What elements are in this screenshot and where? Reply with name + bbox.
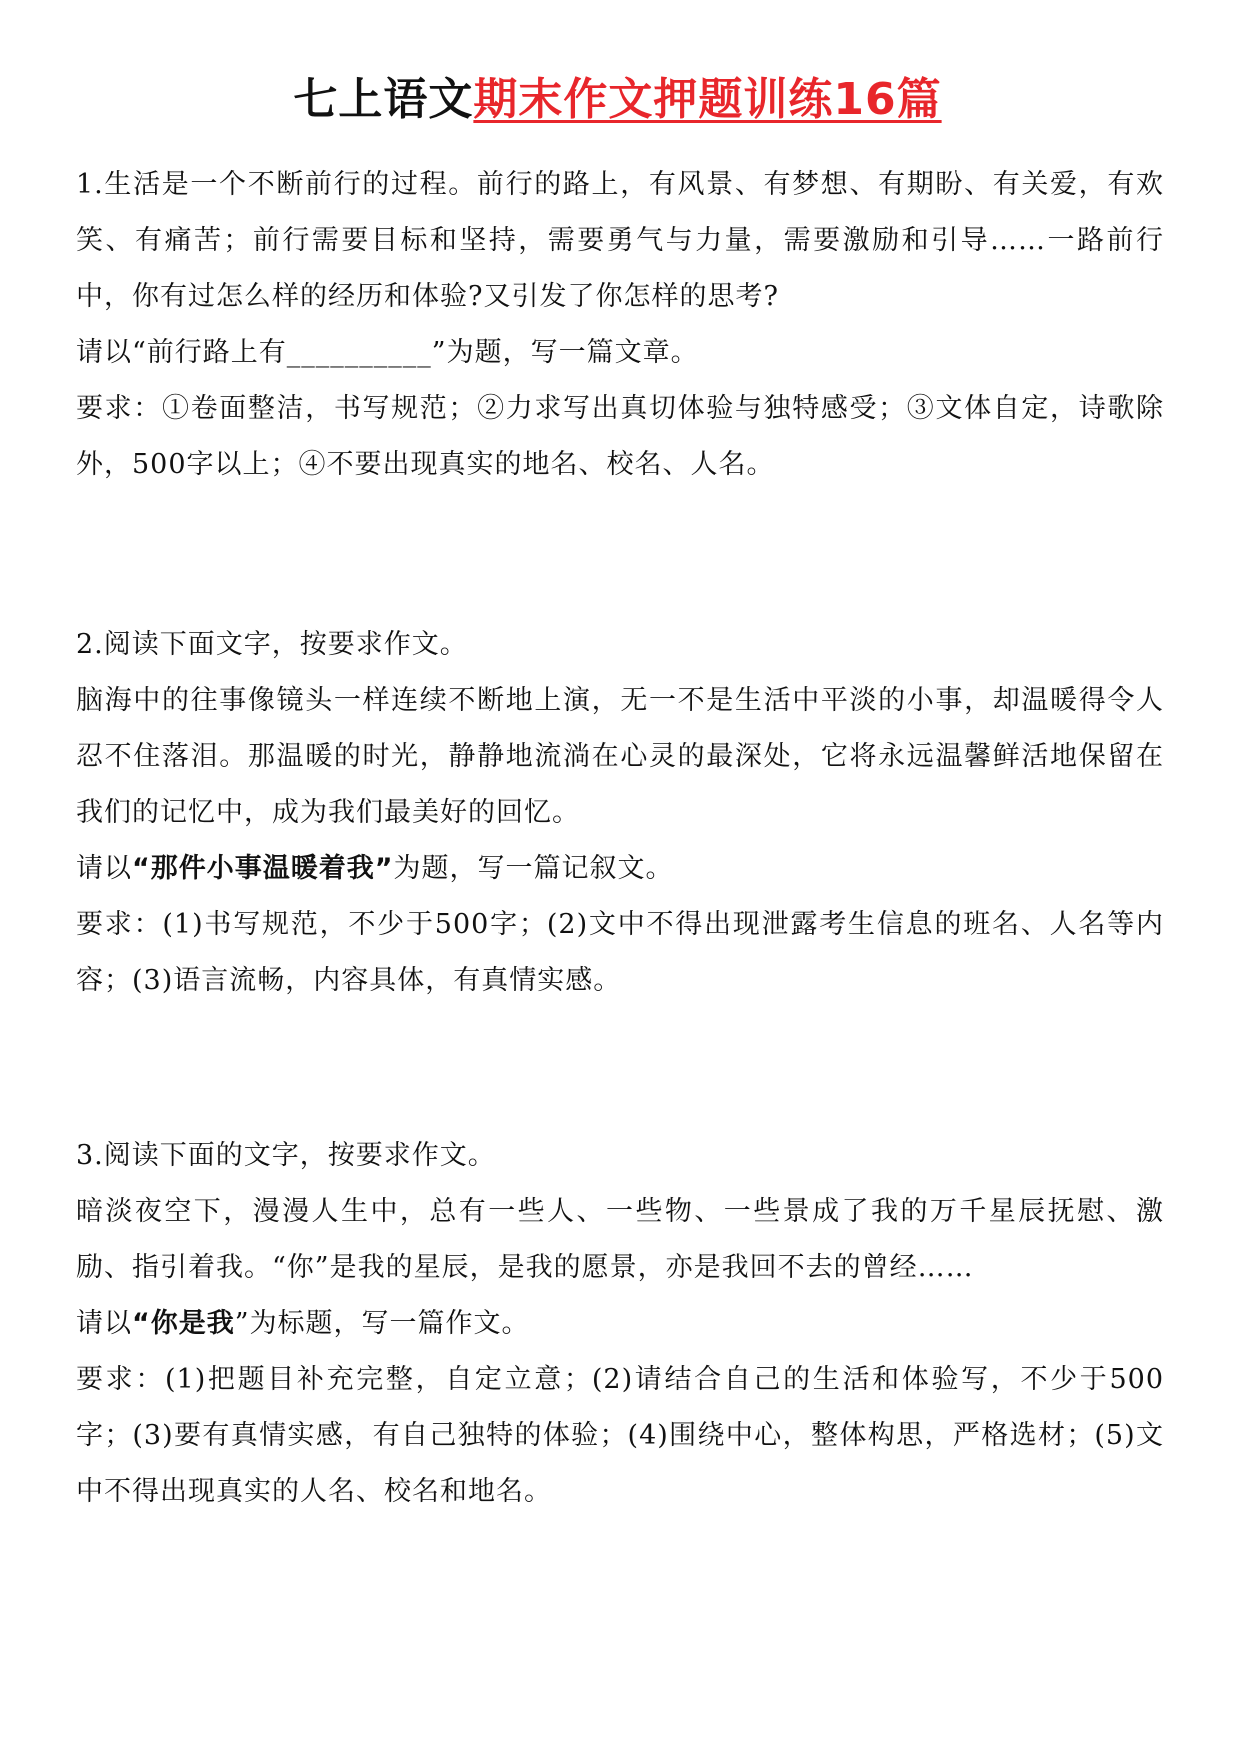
prompt-2-task-title: “那件小事温暖着我” xyxy=(132,853,394,884)
prompt-1-intro: 1.生活是一个不断前行的过程。前行的路上，有风景、有梦想、有期盼、有关爱，有欢笑、有痛苦；前行需要目标和坚持，需要勇气与力量，需要激励和引导……一路前行中，你有过怎么样的经历和体验?又引发了你怎样的思考? xyxy=(76,169,1164,312)
prompt-2-task-suffix: 为题，写一篇记叙文。 xyxy=(393,853,674,884)
prompt-3-intro: 3.阅读下面的文字，按要求作文。 xyxy=(76,1140,496,1171)
prompt-3 xyxy=(76,1128,1164,1520)
prompt-3-passage: 暗淡夜空下，漫漫人生中，总有一些人、一些物、一些景成了我的万千星辰抚慰、激励、指引着我。“你”是我的星辰，是我的愿景，亦是我回不去的曾经…… xyxy=(76,1196,1164,1283)
prompt-2 xyxy=(76,617,1164,1009)
prompt-2-task xyxy=(76,841,1164,897)
page-title xyxy=(0,72,1235,128)
prompt-3-task-prefix: 请以 xyxy=(76,1308,132,1339)
title-black-part: 七上语文 xyxy=(293,74,474,125)
title-red-part: 期末作文押题训练16篇 xyxy=(473,74,942,125)
prompt-1-requirements: 要求：①卷面整洁，书写规范；②力求写出真切体验与独特感受；③文体自定，诗歌除外，500字以上；④不要出现真实的地名、校名、人名。 xyxy=(76,393,1164,480)
prompt-3-task xyxy=(76,1296,1164,1352)
prompt-1-task: 请以“前行路上有__________”为题，写一篇文章。 xyxy=(76,337,699,368)
prompt-1 xyxy=(76,157,1164,493)
prompt-3-task-title: 你是我 xyxy=(150,1308,235,1339)
prompt-3-requirements: 要求：(1)把题目补充完整，自定立意；(2)请结合自己的生活和体验写，不少于500字；(3)要有真情实感，有自己独特的体验；(4)围绕中心，整体构思，严格选材；(5)文中不得出现真实的人名、校名和地名。 xyxy=(76,1364,1164,1507)
prompt-3-task-suffix: 为标题，写一篇作文。 xyxy=(249,1308,530,1339)
prompt-3-quote-close: ” xyxy=(234,1308,250,1339)
prompt-2-passage: 脑海中的往事像镜头一样连续不断地上演，无一不是生活中平淡的小事，却温暖得令人忍不住落泪。那温暖的时光，静静地流淌在心灵的最深处，它将永远温馨鲜活地保留在我们的记忆中，成为我们最美好的回忆。 xyxy=(76,685,1164,828)
prompt-3-quote-open: “ xyxy=(132,1308,151,1339)
prompt-2-intro: 2.阅读下面文字，按要求作文。 xyxy=(76,629,468,660)
prompt-2-task-prefix: 请以 xyxy=(76,853,132,884)
prompt-2-requirements: 要求：(1)书写规范，不少于500字；(2)文中不得出现泄露考生信息的班名、人名等内容；(3)语言流畅，内容具体，有真情实感。 xyxy=(76,909,1164,996)
